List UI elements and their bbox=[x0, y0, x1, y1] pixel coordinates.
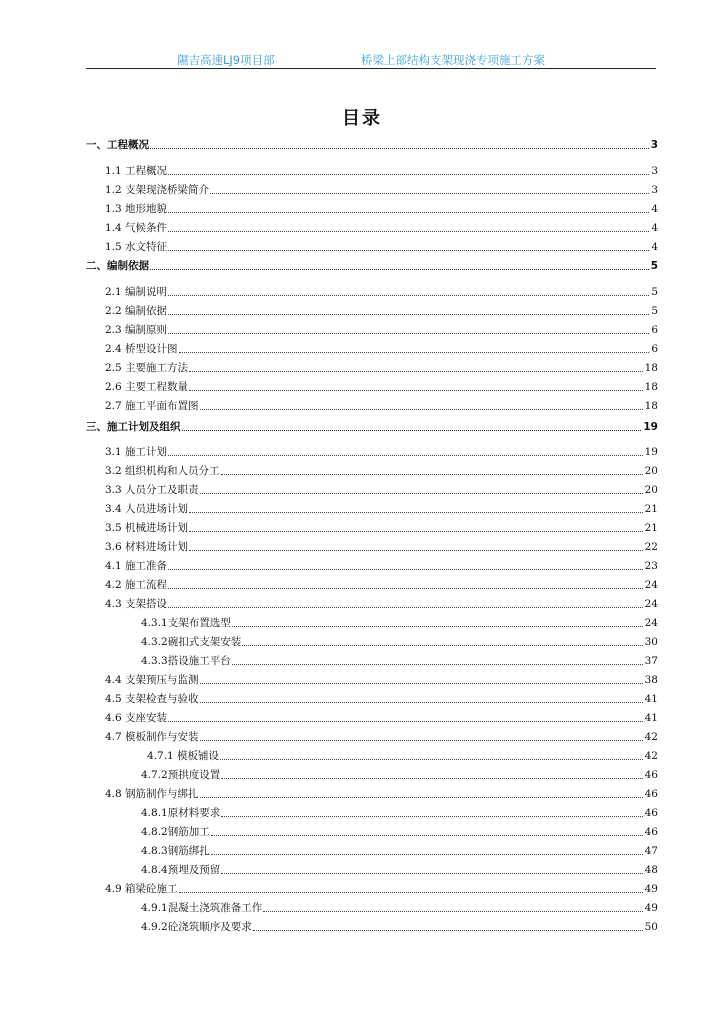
toc-page-number: 41 bbox=[644, 712, 658, 724]
toc-leader-dots bbox=[168, 174, 649, 175]
toc-leader-dots bbox=[168, 607, 643, 608]
toc-entry-label: 4.3.3搭设施工平台 bbox=[141, 655, 231, 667]
toc-entry[interactable] bbox=[141, 861, 658, 877]
toc-leader-dots bbox=[168, 314, 649, 315]
toc-entry[interactable] bbox=[105, 378, 658, 394]
toc-page-number: 41 bbox=[644, 693, 658, 705]
toc-leader-dots bbox=[189, 531, 643, 532]
toc-entry[interactable] bbox=[105, 283, 658, 299]
toc-page-number: 37 bbox=[644, 655, 658, 667]
toc-entry[interactable] bbox=[105, 538, 658, 554]
toc-leader-dots bbox=[189, 550, 643, 551]
toc-entry[interactable] bbox=[105, 671, 658, 687]
toc-chapter-entry[interactable] bbox=[86, 418, 658, 434]
page-header bbox=[86, 52, 656, 68]
toc-entry[interactable] bbox=[105, 519, 658, 535]
page-title: 目录 bbox=[342, 108, 382, 129]
toc-page-number: 4 bbox=[651, 241, 658, 253]
toc-page-number: 18 bbox=[644, 400, 658, 412]
toc-chapter-entry[interactable] bbox=[86, 136, 658, 152]
toc-entry-label: 2.2 编制依据 bbox=[105, 305, 168, 317]
toc-entry-label: 2.6 主要工程数量 bbox=[105, 381, 189, 393]
toc-entry-label: 4.9 箱梁砼施工 bbox=[105, 883, 178, 895]
toc-page-number: 19 bbox=[644, 446, 658, 458]
toc-entry-label: 4.9.1混凝土浇筑准备工作 bbox=[141, 902, 263, 914]
toc-entry[interactable] bbox=[141, 918, 658, 934]
toc-entry[interactable] bbox=[105, 162, 658, 178]
toc-entry-label: 1.3 地形地貌 bbox=[105, 203, 168, 215]
toc-entry[interactable] bbox=[105, 462, 658, 478]
toc-entry-label: 4.6 支座安装 bbox=[105, 712, 168, 724]
toc-page-number: 38 bbox=[644, 674, 658, 686]
toc-entry[interactable] bbox=[105, 238, 658, 254]
toc-entry-label: 1.4 气候条件 bbox=[105, 222, 168, 234]
toc-leader-dots bbox=[221, 873, 642, 874]
toc-entry[interactable] bbox=[105, 219, 658, 235]
header-project: 隰吉高速LJ9项目部 bbox=[177, 53, 275, 67]
toc-entry-label: 2.7 施工平面布置图 bbox=[105, 400, 199, 412]
toc-leader-dots bbox=[150, 269, 649, 270]
toc-leader-dots bbox=[200, 740, 643, 741]
toc-page-number: 4 bbox=[651, 222, 658, 234]
toc-leader-dots bbox=[221, 778, 642, 779]
toc-entry-label: 4.9.2砼浇筑顺序及要求 bbox=[141, 921, 252, 933]
toc-page-number: 21 bbox=[644, 503, 658, 515]
toc-leader-dots bbox=[200, 409, 643, 410]
toc-leader-dots bbox=[232, 664, 643, 665]
toc-entry-label: 3.1 施工计划 bbox=[105, 446, 168, 458]
toc-page-number: 42 bbox=[644, 750, 658, 762]
toc-leader-dots bbox=[179, 352, 650, 353]
toc-entry[interactable] bbox=[105, 321, 658, 337]
toc-entry[interactable] bbox=[141, 633, 658, 649]
toc-entry[interactable] bbox=[105, 359, 658, 375]
toc-entry-label: 3.5 机械进场计划 bbox=[105, 522, 189, 534]
toc-leader-dots bbox=[182, 430, 642, 431]
toc-page-number: 48 bbox=[644, 864, 658, 876]
toc-entry-label: 3.2 组织机构和人员分工 bbox=[105, 465, 220, 477]
toc-entry[interactable] bbox=[105, 728, 658, 744]
header-divider bbox=[86, 68, 656, 69]
toc-leader-dots bbox=[168, 569, 643, 570]
toc-entry[interactable] bbox=[147, 747, 658, 763]
toc-entry[interactable] bbox=[141, 842, 658, 858]
header-doc-title: 桥梁上部结构支架现浇专项施工方案 bbox=[361, 53, 545, 67]
toc-leader-dots bbox=[220, 759, 643, 760]
toc-page-number: 20 bbox=[644, 484, 658, 496]
toc-page-number: 18 bbox=[644, 381, 658, 393]
toc-entry[interactable] bbox=[105, 576, 658, 592]
toc-entry[interactable] bbox=[105, 340, 658, 356]
toc-entry[interactable] bbox=[105, 595, 658, 611]
toc-page-number: 49 bbox=[644, 902, 658, 914]
toc-leader-dots bbox=[168, 455, 643, 456]
toc-page-number: 6 bbox=[651, 324, 658, 336]
toc-page-number: 24 bbox=[644, 617, 658, 629]
toc-page-number: 18 bbox=[644, 362, 658, 374]
toc-entry-label: 4.3.2碗扣式支架安装 bbox=[141, 636, 242, 648]
toc-entry-label: 3.4 人员进场计划 bbox=[105, 503, 189, 515]
toc-entry-label: 4.4 支架预压与监测 bbox=[105, 674, 199, 686]
toc-page-number: 50 bbox=[644, 921, 658, 933]
toc-leader-dots bbox=[221, 816, 642, 817]
toc-entry-label: 4.7.1 模板铺设 bbox=[147, 750, 220, 762]
toc-leader-dots bbox=[221, 474, 643, 475]
toc-leader-dots bbox=[200, 493, 643, 494]
toc-entry-label: 1.2 支架现浇桥梁简介 bbox=[105, 184, 210, 196]
toc-entry-label: 2.1 编制说明 bbox=[105, 286, 168, 298]
toc-leader-dots bbox=[168, 588, 643, 589]
toc-entry-label: 2.4 桥型设计图 bbox=[105, 343, 178, 355]
toc-entry-label: 3.6 材料进场计划 bbox=[105, 541, 189, 553]
toc-entry[interactable] bbox=[141, 614, 658, 630]
toc-entry[interactable] bbox=[105, 880, 658, 896]
toc-page-number: 30 bbox=[644, 636, 658, 648]
toc-leader-dots bbox=[168, 295, 649, 296]
toc-entry[interactable] bbox=[141, 804, 658, 820]
toc-entry-label: 3.3 人员分工及职责 bbox=[105, 484, 199, 496]
toc-page-number: 46 bbox=[644, 807, 658, 819]
toc-leader-dots bbox=[168, 212, 649, 213]
toc-entry-label: 4.3.1支架布置选型 bbox=[141, 617, 231, 629]
toc-entry-label: 1.5 水文特征 bbox=[105, 241, 168, 253]
toc-entry-label: 三、施工计划及组织 bbox=[86, 421, 181, 433]
toc-page-number: 5 bbox=[651, 286, 658, 298]
toc-page-number: 49 bbox=[644, 883, 658, 895]
toc-page-number: 3 bbox=[651, 184, 658, 196]
toc-entry[interactable] bbox=[105, 481, 658, 497]
toc-entry[interactable] bbox=[105, 443, 658, 459]
toc-page-number: 42 bbox=[644, 731, 658, 743]
toc-entry-label: 4.3 支架搭设 bbox=[105, 598, 168, 610]
toc-entry-label: 4.8.3钢筋绑扎 bbox=[141, 845, 210, 857]
toc-page-number: 20 bbox=[644, 465, 658, 477]
toc-page-number: 5 bbox=[651, 305, 658, 317]
toc-page-number: 46 bbox=[644, 826, 658, 838]
toc-entry[interactable] bbox=[141, 652, 658, 668]
toc-leader-dots bbox=[150, 148, 649, 149]
toc-leader-dots bbox=[211, 835, 643, 836]
toc-entry[interactable] bbox=[141, 899, 658, 915]
toc-entry[interactable] bbox=[105, 397, 658, 413]
toc-chapter-entry[interactable] bbox=[86, 257, 658, 273]
toc-page-number: 4 bbox=[651, 203, 658, 215]
toc-entry-label: 4.8.1原材料要求 bbox=[141, 807, 221, 819]
toc-entry[interactable] bbox=[105, 200, 658, 216]
toc-entry[interactable] bbox=[141, 766, 658, 782]
toc-leader-dots bbox=[263, 911, 642, 912]
toc-page-number: 5 bbox=[650, 260, 658, 272]
toc-leader-dots bbox=[211, 854, 643, 855]
toc-leader-dots bbox=[253, 930, 643, 931]
toc-page-number: 23 bbox=[644, 560, 658, 572]
toc-leader-dots bbox=[168, 231, 649, 232]
toc-leader-dots bbox=[200, 683, 643, 684]
toc-entry[interactable] bbox=[105, 785, 658, 801]
toc-entry-label: 2.3 编制原则 bbox=[105, 324, 168, 336]
toc-leader-dots bbox=[200, 797, 643, 798]
toc-entry[interactable] bbox=[105, 557, 658, 573]
toc-entry-label: 4.8.2钢筋加工 bbox=[141, 826, 210, 838]
toc-entry[interactable] bbox=[105, 302, 658, 318]
toc-page-number: 46 bbox=[644, 769, 658, 781]
toc-leader-dots bbox=[189, 512, 643, 513]
toc-page-number: 24 bbox=[644, 598, 658, 610]
toc-page-number: 46 bbox=[644, 788, 658, 800]
toc-entry-label: 二、编制依据 bbox=[86, 260, 149, 272]
toc-entry-label: 4.2 施工流程 bbox=[105, 579, 168, 591]
toc-entry[interactable] bbox=[105, 500, 658, 516]
toc-page-number: 3 bbox=[650, 139, 658, 151]
toc-entry[interactable] bbox=[105, 690, 658, 706]
toc-page-number: 22 bbox=[644, 541, 658, 553]
toc-leader-dots bbox=[168, 333, 649, 334]
toc-entry-label: 1.1 工程概况 bbox=[105, 165, 168, 177]
toc-entry-label: 4.7.2预拱度设置 bbox=[141, 769, 221, 781]
toc-leader-dots bbox=[179, 892, 643, 893]
toc-page-number: 47 bbox=[644, 845, 658, 857]
toc-page-number: 6 bbox=[651, 343, 658, 355]
toc-page-number: 24 bbox=[644, 579, 658, 591]
toc-leader-dots bbox=[232, 626, 643, 627]
toc-leader-dots bbox=[168, 721, 643, 722]
toc-entry[interactable] bbox=[141, 823, 658, 839]
toc-entry-label: 4.7 模板制作与安装 bbox=[105, 731, 199, 743]
toc-leader-dots bbox=[210, 193, 649, 194]
toc-leader-dots bbox=[189, 390, 643, 391]
toc-leader-dots bbox=[189, 371, 643, 372]
toc-entry[interactable] bbox=[105, 709, 658, 725]
toc-leader-dots bbox=[200, 702, 643, 703]
toc-entry-label: 一、工程概况 bbox=[86, 139, 149, 151]
toc-page-number: 3 bbox=[651, 165, 658, 177]
toc-leader-dots bbox=[242, 645, 642, 646]
toc-entry-label: 4.8 钢筋制作与绑扎 bbox=[105, 788, 199, 800]
toc-entry-label: 2.5 主要施工方法 bbox=[105, 362, 189, 374]
toc-entry-label: 4.8.4预埋及预留 bbox=[141, 864, 221, 876]
toc-entry-label: 4.5 支架检查与验收 bbox=[105, 693, 199, 705]
toc-leader-dots bbox=[168, 250, 649, 251]
toc-page-number: 21 bbox=[644, 522, 658, 534]
toc-entry-label: 4.1 施工准备 bbox=[105, 560, 168, 572]
toc-entry[interactable] bbox=[105, 181, 658, 197]
toc-page-number: 19 bbox=[643, 421, 658, 433]
